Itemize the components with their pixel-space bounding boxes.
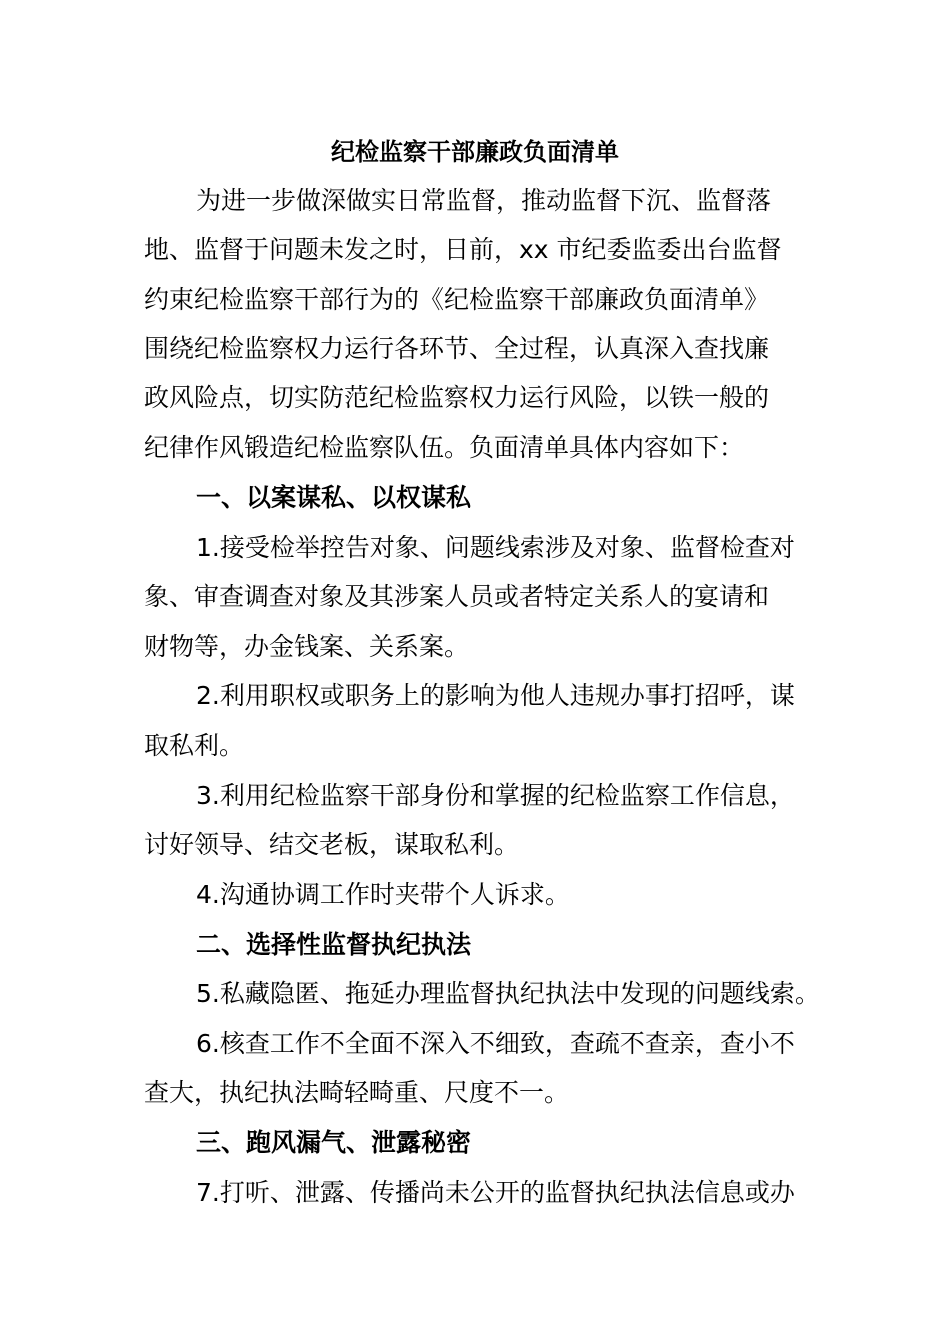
item-2-line-2: 取私利。 <box>144 731 245 760</box>
item-2-line-1: 2.利用职权或职务上的影响为他人违规办事打招呼，谋 <box>196 681 795 710</box>
item-6-line-1: 6.核查工作不全面不深入不细致，查疏不查亲，查小不 <box>196 1029 795 1058</box>
item-1-line-3: 财物等，办金钱案、关系案。 <box>144 632 470 661</box>
item-1-line-1: 1.接受检举控告对象、问题线索涉及对象、监督检查对 <box>196 533 795 562</box>
item-3-line-1: 3.利用纪检监察干部身份和掌握的纪检监察工作信息， <box>196 781 795 810</box>
item-4-line-1: 4.沟通协调工作时夹带个人诉求。 <box>196 880 570 909</box>
section-heading-3: 三、跑风漏气、泄露秘密 <box>196 1128 472 1157</box>
item-3-line-2: 讨好领导、结交老板，谋取私利。 <box>144 830 520 859</box>
item-5-line-1: 5.私藏隐匿、拖延办理监督执纪执法中发现的问题线索。 <box>196 979 820 1008</box>
intro-line-3: 约束纪检监察干部行为的《纪检监察干部廉政负面清单》 <box>144 285 770 314</box>
intro-line-1: 为进一步做深做实日常监督，推动监督下沉、监督落 <box>196 186 772 215</box>
item-7-line-1: 7.打听、泄露、传播尚未公开的监督执纪执法信息或办 <box>196 1178 795 1207</box>
item-1-line-2: 象、审查调查对象及其涉案人员或者特定关系人的宴请和 <box>144 582 770 611</box>
intro-line-2: 地、监督于问题未发之时，日前，xx 市纪委监委出台监督 <box>144 235 782 264</box>
section-heading-1: 一、以案谋私、以权谋私 <box>196 483 472 512</box>
intro-line-5: 政风险点，切实防范纪检监察权力运行风险，以铁一般的 <box>144 383 770 412</box>
intro-line-6: 纪律作风锻造纪检监察队伍。负面清单具体内容如下： <box>144 433 745 462</box>
section-heading-2: 二、选择性监督执纪执法 <box>196 930 472 959</box>
item-6-line-2: 查大，执纪执法畸轻畸重、尺度不一。 <box>144 1078 570 1107</box>
document-title: 纪检监察干部廉政负面清单 <box>331 138 619 166</box>
intro-line-4: 围绕纪检监察权力运行各环节、全过程，认真深入查找廉 <box>144 334 770 363</box>
